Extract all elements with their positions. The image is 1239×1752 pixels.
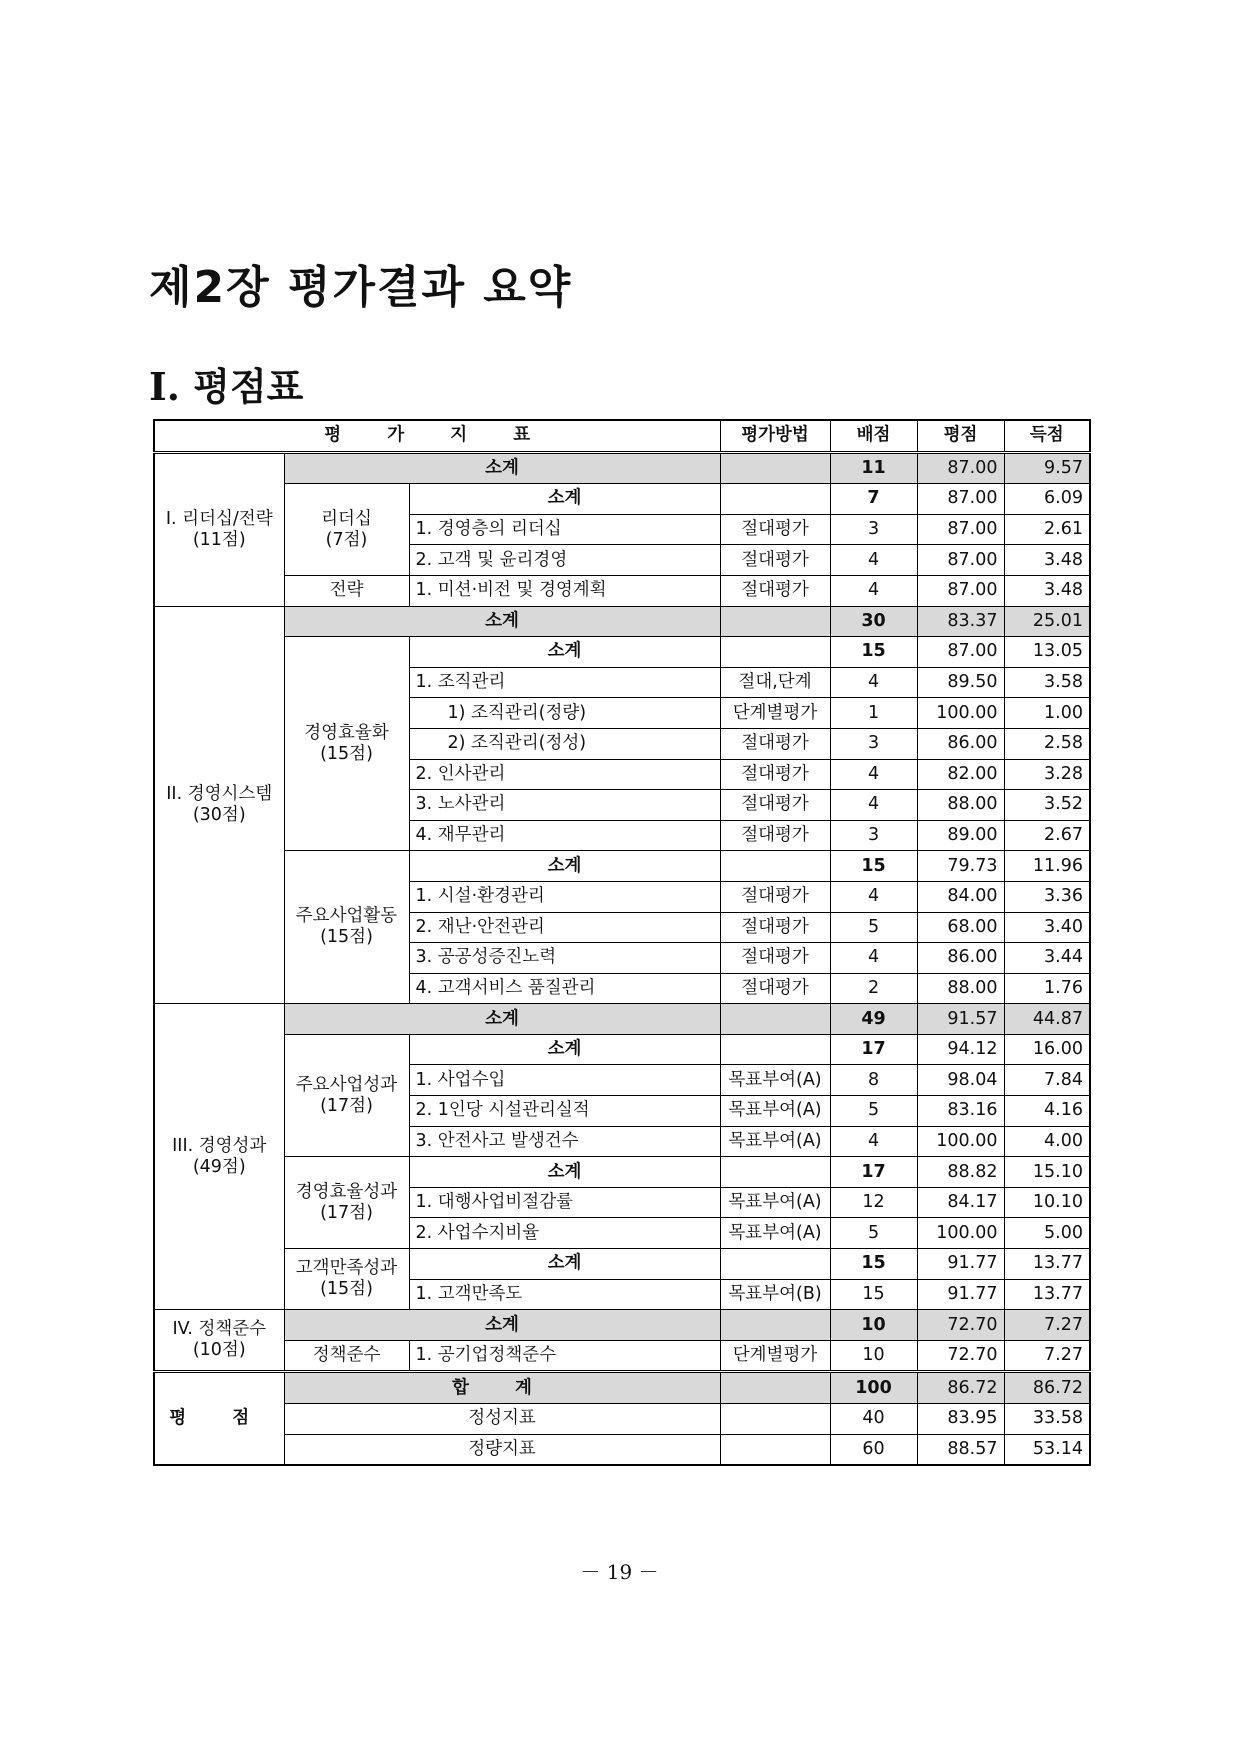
item-method: 절대평가 xyxy=(720,912,830,943)
category-cell xyxy=(154,1004,284,1310)
category-name: III. 경영성과 xyxy=(172,1135,267,1156)
table-row xyxy=(154,575,1090,606)
item-weight: 10 xyxy=(830,1340,917,1372)
item-score: 3.48 xyxy=(1004,545,1090,576)
score-table xyxy=(153,419,1091,1466)
empty-cell xyxy=(720,637,830,668)
item-method: 절대평가 xyxy=(720,790,830,821)
subtotal-label: 소계 xyxy=(409,1034,720,1065)
item-score: 3.40 xyxy=(1004,912,1090,943)
subgroup-cell xyxy=(284,637,409,851)
subtotal-weight: 30 xyxy=(830,606,917,637)
subgroup-name: 경영효율화 xyxy=(304,722,389,743)
item-rating: 98.04 xyxy=(917,1065,1004,1096)
subtotal-label: 소계 xyxy=(409,1157,720,1188)
subtotal-score: 16.00 xyxy=(1004,1034,1090,1065)
subtotal-weight: 11 xyxy=(830,452,917,484)
item-method: 목표부여(B) xyxy=(720,1279,830,1310)
subgroup-points: (17점) xyxy=(320,1202,373,1223)
item-method: 절대평가 xyxy=(720,759,830,790)
empty-cell xyxy=(720,484,830,515)
subtotal-score: 7.27 xyxy=(1004,1310,1090,1341)
quantitative-label: 정량지표 xyxy=(284,1434,720,1465)
category-name: I. 리더십/전략 xyxy=(165,508,273,529)
item-weight: 15 xyxy=(830,1279,917,1310)
item-weight: 5 xyxy=(830,1218,917,1249)
item-method: 절대평가 xyxy=(720,514,830,545)
item-rating: 87.00 xyxy=(917,514,1004,545)
table-row xyxy=(154,1340,1090,1372)
table-row xyxy=(154,1004,1090,1035)
item-rating: 86.00 xyxy=(917,728,1004,759)
item-method: 절대평가 xyxy=(720,820,830,851)
table-row xyxy=(154,1034,1090,1065)
subtotal-rating: 87.00 xyxy=(917,484,1004,515)
item-label: 1. 대행사업비절감률 xyxy=(409,1187,720,1218)
item-score: 3.48 xyxy=(1004,575,1090,606)
item-label: 1) 조직관리(정량) xyxy=(409,698,720,729)
subgroup-points: (7점) xyxy=(325,529,368,550)
table-header-row xyxy=(154,420,1090,452)
subgroup-name: 주요사업성과 xyxy=(295,1074,398,1095)
item-label: 2. 인사관리 xyxy=(409,759,720,790)
item-label: 4. 고객서비스 품질관리 xyxy=(409,973,720,1004)
subtotal-rating: 87.00 xyxy=(917,452,1004,484)
subtotal-rating: 91.57 xyxy=(917,1004,1004,1035)
table-row xyxy=(154,637,1090,668)
item-score: 4.16 xyxy=(1004,1096,1090,1127)
subgroup-name: 정책준수 xyxy=(284,1340,409,1372)
header-weight: 배점 xyxy=(830,420,917,452)
subgroup-cell xyxy=(284,1034,409,1156)
table-row xyxy=(154,1372,1090,1404)
subtotal-weight: 10 xyxy=(830,1310,917,1341)
item-rating: 91.77 xyxy=(917,1279,1004,1310)
subtotal-label: 소계 xyxy=(409,637,720,668)
item-label: 3. 노사관리 xyxy=(409,790,720,821)
empty-cell xyxy=(720,452,830,484)
item-method: 단계별평가 xyxy=(720,1340,830,1372)
item-score: 3.36 xyxy=(1004,881,1090,912)
item-weight: 3 xyxy=(830,820,917,851)
item-rating: 86.00 xyxy=(917,943,1004,974)
quantitative-rating: 88.57 xyxy=(917,1434,1004,1465)
qualitative-weight: 40 xyxy=(830,1404,917,1435)
subtotal-label: 소계 xyxy=(284,452,720,484)
subtotal-score: 25.01 xyxy=(1004,606,1090,637)
subtotal-weight: 17 xyxy=(830,1034,917,1065)
item-rating: 89.50 xyxy=(917,667,1004,698)
item-method: 단계별평가 xyxy=(720,698,830,729)
chapter-title: 제2장 평가결과 요약 xyxy=(149,262,573,313)
item-score: 3.58 xyxy=(1004,667,1090,698)
item-label: 3. 공공성증진노력 xyxy=(409,943,720,974)
subtotal-rating: 79.73 xyxy=(917,851,1004,882)
subtotal-score: 44.87 xyxy=(1004,1004,1090,1035)
item-rating: 84.00 xyxy=(917,881,1004,912)
subgroup-points: (15점) xyxy=(320,1279,373,1300)
item-score: 3.52 xyxy=(1004,790,1090,821)
item-weight: 4 xyxy=(830,790,917,821)
subtotal-label: 소계 xyxy=(284,1004,720,1035)
item-score: 1.00 xyxy=(1004,698,1090,729)
subtotal-weight: 17 xyxy=(830,1157,917,1188)
table-row xyxy=(154,1310,1090,1341)
item-score: 1.76 xyxy=(1004,973,1090,1004)
item-score: 7.27 xyxy=(1004,1340,1090,1372)
item-label: 2) 조직관리(정성) xyxy=(409,728,720,759)
item-label: 1. 시설·환경관리 xyxy=(409,881,720,912)
item-weight: 5 xyxy=(830,1096,917,1127)
category-points: (30점) xyxy=(192,804,246,825)
subgroup-name: 경영효율성과 xyxy=(295,1181,398,1202)
item-method: 절대평가 xyxy=(720,728,830,759)
item-score: 10.10 xyxy=(1004,1187,1090,1218)
subgroup-cell xyxy=(284,484,409,576)
subgroup-cell xyxy=(284,1157,409,1249)
section-numeral: I. xyxy=(149,364,181,409)
item-method: 절대평가 xyxy=(720,881,830,912)
item-method: 목표부여(A) xyxy=(720,1218,830,1249)
subtotal-label: 소계 xyxy=(284,1310,720,1341)
empty-cell xyxy=(720,1404,830,1435)
item-weight: 4 xyxy=(830,667,917,698)
category-cell xyxy=(154,452,284,606)
subtotal-weight: 15 xyxy=(830,1249,917,1280)
empty-cell xyxy=(720,1372,830,1404)
subgroup-name: 전략 xyxy=(284,575,409,606)
total-rating: 86.72 xyxy=(917,1372,1004,1404)
subgroup-cell xyxy=(284,1249,409,1310)
subtotal-rating: 83.37 xyxy=(917,606,1004,637)
item-score: 2.61 xyxy=(1004,514,1090,545)
item-label: 2. 사업수지비율 xyxy=(409,1218,720,1249)
subtotal-score: 9.57 xyxy=(1004,452,1090,484)
header-method: 평가방법 xyxy=(720,420,830,452)
item-label: 4. 재무관리 xyxy=(409,820,720,851)
header-score: 득점 xyxy=(1004,420,1090,452)
header-indicator: 평 가 지 표 xyxy=(154,420,720,452)
empty-cell xyxy=(720,1249,830,1280)
item-rating: 84.17 xyxy=(917,1187,1004,1218)
total-weight: 100 xyxy=(830,1372,917,1404)
item-label: 1. 고객만족도 xyxy=(409,1279,720,1310)
subtotal-weight: 15 xyxy=(830,637,917,668)
item-label: 3. 안전사고 발생건수 xyxy=(409,1126,720,1157)
table-row xyxy=(154,1404,1090,1435)
quantitative-weight: 60 xyxy=(830,1434,917,1465)
subtotal-score: 15.10 xyxy=(1004,1157,1090,1188)
item-weight: 4 xyxy=(830,943,917,974)
item-method: 목표부여(A) xyxy=(720,1187,830,1218)
subgroup-cell xyxy=(284,851,409,1004)
item-method: 절대평가 xyxy=(720,973,830,1004)
subtotal-weight: 7 xyxy=(830,484,917,515)
subtotal-label: 소계 xyxy=(284,606,720,637)
item-rating: 100.00 xyxy=(917,1218,1004,1249)
item-label: 1. 경영층의 리더십 xyxy=(409,514,720,545)
subtotal-score: 13.77 xyxy=(1004,1249,1090,1280)
item-weight: 1 xyxy=(830,698,917,729)
item-score: 13.77 xyxy=(1004,1279,1090,1310)
quantitative-score: 53.14 xyxy=(1004,1434,1090,1465)
item-label: 2. 1인당 시설관리실적 xyxy=(409,1096,720,1127)
qualitative-rating: 83.95 xyxy=(917,1404,1004,1435)
item-rating: 68.00 xyxy=(917,912,1004,943)
table-row xyxy=(154,1157,1090,1188)
item-weight: 4 xyxy=(830,1126,917,1157)
subtotal-label: 소계 xyxy=(409,1249,720,1280)
item-method: 목표부여(A) xyxy=(720,1065,830,1096)
empty-cell xyxy=(720,851,830,882)
category-cell xyxy=(154,1310,284,1372)
item-method: 절대평가 xyxy=(720,575,830,606)
item-weight: 4 xyxy=(830,575,917,606)
item-weight: 4 xyxy=(830,759,917,790)
subtotal-rating: 91.77 xyxy=(917,1249,1004,1280)
qualitative-score: 33.58 xyxy=(1004,1404,1090,1435)
item-method: 절대평가 xyxy=(720,943,830,974)
item-label: 1. 조직관리 xyxy=(409,667,720,698)
item-score: 2.67 xyxy=(1004,820,1090,851)
item-weight: 4 xyxy=(830,881,917,912)
subtotal-rating: 88.82 xyxy=(917,1157,1004,1188)
item-rating: 87.00 xyxy=(917,545,1004,576)
subtotal-weight: 49 xyxy=(830,1004,917,1035)
section-title-text: 평점표 xyxy=(193,365,304,409)
category-name: IV. 정책준수 xyxy=(172,1319,267,1340)
total-label: 합 계 xyxy=(284,1372,720,1404)
table-row xyxy=(154,606,1090,637)
item-weight: 3 xyxy=(830,514,917,545)
category-name: II. 경영시스템 xyxy=(166,783,273,804)
item-rating: 82.00 xyxy=(917,759,1004,790)
subtotal-weight: 15 xyxy=(830,851,917,882)
item-score: 2.58 xyxy=(1004,728,1090,759)
item-weight: 3 xyxy=(830,728,917,759)
empty-cell xyxy=(720,606,830,637)
item-rating: 83.16 xyxy=(917,1096,1004,1127)
subtotal-score: 13.05 xyxy=(1004,637,1090,668)
subgroup-name: 고객만족성과 xyxy=(295,1258,398,1279)
category-points: (10점) xyxy=(192,1340,246,1361)
item-score: 3.44 xyxy=(1004,943,1090,974)
item-method: 절대평가 xyxy=(720,545,830,576)
category-cell xyxy=(154,606,284,1004)
subgroup-points: (15점) xyxy=(320,927,373,948)
item-label: 2. 재난·안전관리 xyxy=(409,912,720,943)
category-points: (11점) xyxy=(192,529,246,550)
empty-cell xyxy=(720,1434,830,1465)
item-score: 5.00 xyxy=(1004,1218,1090,1249)
item-label: 1. 사업수입 xyxy=(409,1065,720,1096)
item-score: 3.28 xyxy=(1004,759,1090,790)
table-row xyxy=(154,851,1090,882)
table-row xyxy=(154,484,1090,515)
item-rating: 88.00 xyxy=(917,973,1004,1004)
category-points: (49점) xyxy=(192,1156,246,1177)
item-method: 목표부여(A) xyxy=(720,1126,830,1157)
item-label: 1. 미션·비전 및 경영계획 xyxy=(409,575,720,606)
item-score: 7.84 xyxy=(1004,1065,1090,1096)
subtotal-rating: 94.12 xyxy=(917,1034,1004,1065)
item-weight: 2 xyxy=(830,973,917,1004)
item-method: 목표부여(A) xyxy=(720,1096,830,1127)
item-label: 1. 공기업정책준수 xyxy=(409,1340,720,1372)
item-weight: 4 xyxy=(830,545,917,576)
item-rating: 72.70 xyxy=(917,1340,1004,1372)
section-title xyxy=(149,362,303,412)
item-rating: 100.00 xyxy=(917,1126,1004,1157)
empty-cell xyxy=(720,1034,830,1065)
item-label: 2. 고객 및 윤리경영 xyxy=(409,545,720,576)
subtotal-score: 11.96 xyxy=(1004,851,1090,882)
item-rating: 100.00 xyxy=(917,698,1004,729)
item-score: 4.00 xyxy=(1004,1126,1090,1157)
table-row xyxy=(154,452,1090,484)
table-row xyxy=(154,1249,1090,1280)
subtotal-rating: 87.00 xyxy=(917,637,1004,668)
table-row xyxy=(154,1434,1090,1465)
item-rating: 88.00 xyxy=(917,790,1004,821)
total-score: 86.72 xyxy=(1004,1372,1090,1404)
subtotal-rating: 72.70 xyxy=(917,1310,1004,1341)
empty-cell xyxy=(720,1310,830,1341)
subtotal-label: 소계 xyxy=(409,484,720,515)
summary-label: 평 점 xyxy=(154,1372,284,1465)
item-weight: 5 xyxy=(830,912,917,943)
header-rating: 평점 xyxy=(917,420,1004,452)
page-number: － 19 － xyxy=(580,1560,659,1584)
subgroup-points: (17점) xyxy=(320,1095,373,1116)
subgroup-name: 주요사업활동 xyxy=(295,906,398,927)
subtotal-label: 소계 xyxy=(409,851,720,882)
item-rating: 87.00 xyxy=(917,575,1004,606)
item-weight: 12 xyxy=(830,1187,917,1218)
subtotal-score: 6.09 xyxy=(1004,484,1090,515)
subgroup-name: 리더십 xyxy=(321,508,372,529)
item-rating: 89.00 xyxy=(917,820,1004,851)
empty-cell xyxy=(720,1157,830,1188)
item-weight: 8 xyxy=(830,1065,917,1096)
empty-cell xyxy=(720,1004,830,1035)
qualitative-label: 정성지표 xyxy=(284,1404,720,1435)
item-method: 절대,단계 xyxy=(720,667,830,698)
subgroup-points: (15점) xyxy=(320,743,373,764)
